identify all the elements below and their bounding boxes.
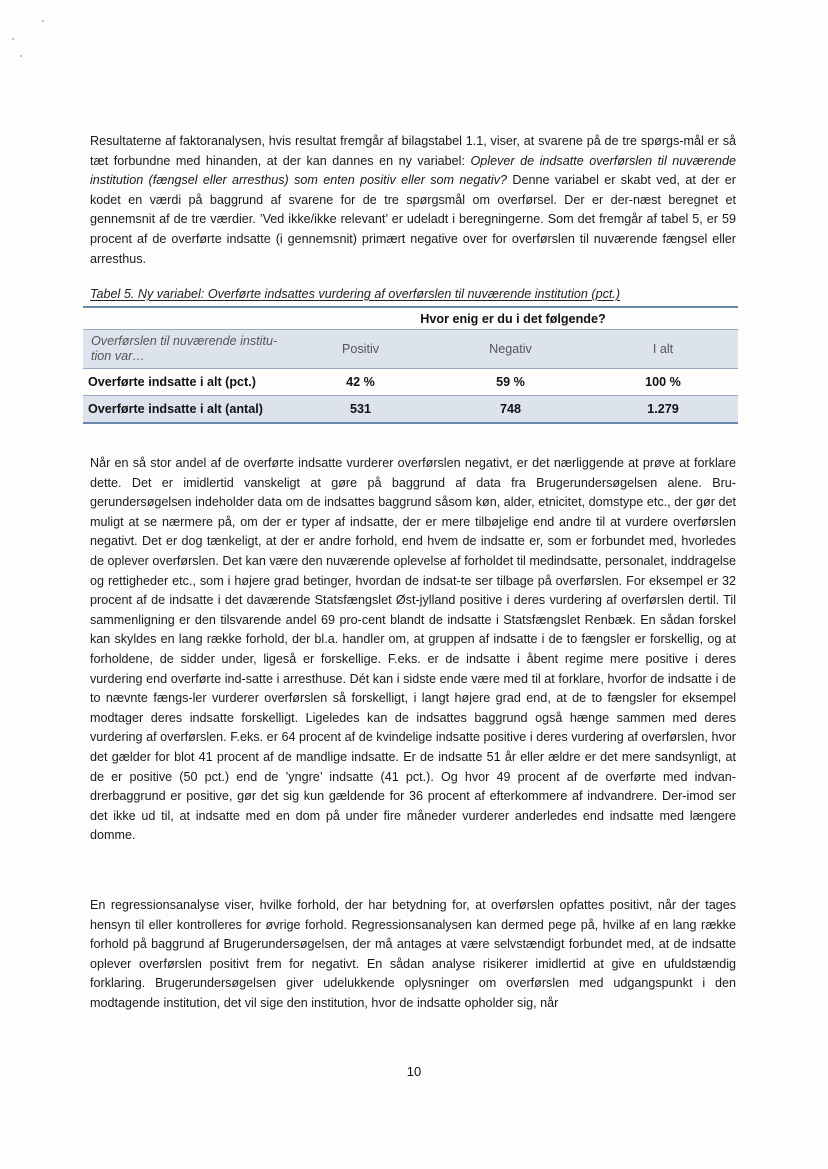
row-label: Overførte indsatte i alt (pct.) xyxy=(83,369,288,396)
table-corner xyxy=(83,307,288,330)
table-cell: 748 xyxy=(433,396,588,424)
scan-speck xyxy=(42,20,44,22)
table-question: Hvor enig er du i det følgende? xyxy=(288,307,738,330)
body-paragraph-text: Når en så stor andel af de overførte indsatte vurderer overførslen negativt, er det nærliggende at prøve at forklare dette. Det er imidlertid vanskeligt at gøre på baggrund af data fra Brugerundersøgelsen alene. Bru-gerundersøgelsen indeholder data om de indsattes baggrund såsom køn, alder, etnicitet, domstype etc., der gør det muligt at se nærmere på, om der er typer af indsatte, der er mere tilbøjelige end andre til at vurdere overførslen negativt. Det er dog tænkeligt, at der er andre forhold, end hvem de indsatte er, som er forbundet med, hvorledes de oplever overførslen. Det kan være den nuværende oplevelse af forholdet til medindsatte, personalet, inddragelse og rettigheder etc., som i højere grad betinger, hvordan de indsat-te ser tilbage på overførslen. For eksempel er 32 procent af de indsatte i det daværende Statsfængslet Øst-jylland positive i deres vurdering af overførslen dertil. Til sammenligning er den tilsvarende andel 69 pro-cent blandt de indsatte i Statsfængslet Renbæk. En sådan forskel kan skyldes en lang række forhold, der bl.a. handler om, at gruppen af indsatte i de to fængsler er forskellig, og at forholdene, de sidder under, ligeså er forskellige. F.eks. er de indsatte i åbent regime mere positive i deres vurdering end overførte ind-satte i arresthuse. Dét kan i sidste ende være med til at forklare, hvorfor de indsatte i de to nævnte fængs-ler vurderer overførslen så forskelligt, i langt højere grad end, at de to fængsler for eksempel modtager deres indsatte forskelligt. Ligeledes kan de indsattes baggrund også hænge sammen med deres vurdering af overførslen. F.eks. er 64 procent af de kvindelige indsatte positive i deres vurdering af overførslen, hvor det gælder for blot 41 procent af de mandlige indsatte. Er de indsatte 51 år eller ældre er det mere sandsynligt, at de er positive (50 pct.) end de ’yngre’ indsatte (41 pct.). Og hvor 49 procent af de overførte med indvan-drerbaggrund er positive, gør det sig kun gældende for 36 procent af efterkommere af indvandrere. Der-imod ser det ikke ud til, at indsatte med en dom på under fire måneder vurderer anderledes end indsatte med længere domme. xyxy=(90,456,736,843)
table-row xyxy=(83,396,738,424)
column-header: Negativ xyxy=(433,330,588,369)
new-variable-question: Oplever de indsatte overførslen til nuværende institution (fængsel eller arresthus) som enten positiv eller som negativ? xyxy=(90,153,736,188)
column-header: Positiv xyxy=(288,330,433,369)
table-column-header-row xyxy=(83,330,738,369)
table-row xyxy=(83,369,738,396)
page-number: 10 xyxy=(406,1064,422,1079)
intro-text-2: Denne variabel er skabt ved, at der er kodet en værdi på baggrund af svarene for de tre spørgsmål om overførsel. Der er der-næst beregnet et gennemsnit af de tre værdier. ’Ved ikke/ikke relevant’ er udeladt i beregningerne. Som det fremgår af tabel 5, er 59 procent af de overførte indsatte (i gennemsnit) primært negative over for overførslen til nuværende fængsel eller arresthus. xyxy=(90,173,736,266)
column-header: I alt xyxy=(588,330,738,369)
row-header-label: Overførslen til nuværende institu-tion var… xyxy=(83,330,288,369)
table-cell: 42 % xyxy=(288,369,433,396)
body-paragraph xyxy=(90,896,736,1014)
row-label: Overførte indsatte i alt (antal) xyxy=(83,396,288,424)
table-question-row xyxy=(83,307,738,330)
table-cell: 531 xyxy=(288,396,433,424)
table-5 xyxy=(83,306,738,424)
body-paragraph xyxy=(90,454,736,846)
table-cell: 59 % xyxy=(433,369,588,396)
intro-paragraph xyxy=(90,132,736,269)
intro-text-1: Resultaterne af faktoranalysen, hvis resultat fremgår af bilagstabel 1.1, viser, at svarene på de tre spørgs-mål er så tæt forbundne med hinanden, at der kan dannes en ny variabel: xyxy=(90,134,736,168)
scan-speck xyxy=(20,55,22,57)
table-cell: 1.279 xyxy=(588,396,738,424)
body-paragraph-text: En regressionsanalyse viser, hvilke forhold, der har betydning for, at overførslen opfattes positivt, når der tages hensyn til eller kontrolleres for øvrige forhold. Regressionsanalysen kan dermed pege på, hvilke af en lang række forhold på baggrund af Brugerundersøgelsen, der må antages at være selvstændigt forbundet med, at de indsatte oplever overførslen positivt frem for negativt. En sådan analyse risikerer imidlertid at give en ufuldstændig forklaring. Brugerundersøgelsen giver udelukkende oplysninger om overførslen med udgangspunkt i den modtagende institution, det vil sige den institution, hvor de indsatte opholder sig, når xyxy=(90,898,736,1010)
table-cell: 100 % xyxy=(588,369,738,396)
scan-speck xyxy=(12,38,14,40)
table-caption: Tabel 5. Ny variabel: Overførte indsattes vurdering af overførslen til nuværende institution (pct.) xyxy=(90,287,621,301)
